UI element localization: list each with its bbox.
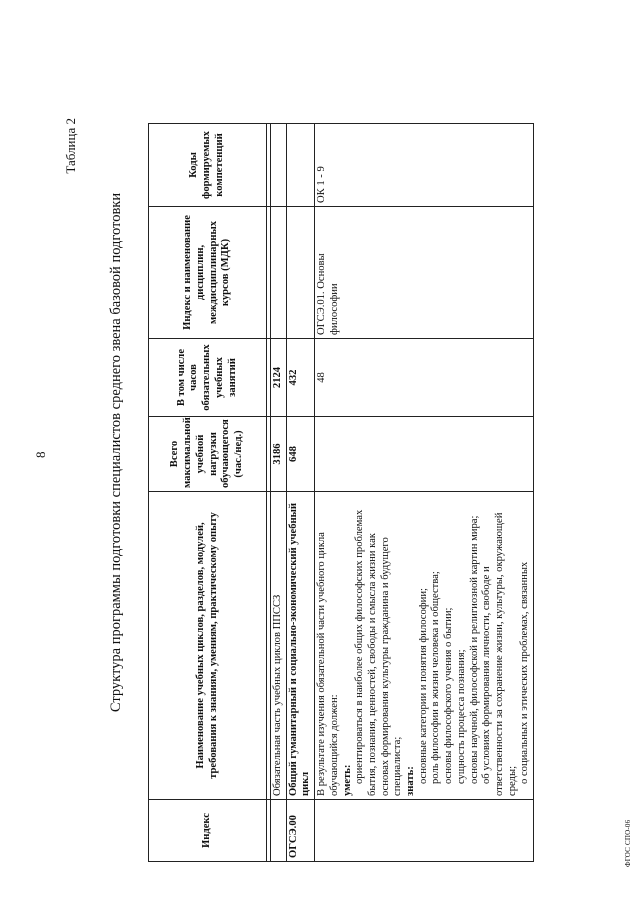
detail-znat-item: роль философии в жизни человека и общества; bbox=[430, 571, 442, 784]
row-ogse-name: Общий гуманитарный и социально-экономический учебный цикл bbox=[286, 492, 314, 800]
header-total: Всего максимальной учебной нагрузки обучающегося (час./нед.) bbox=[149, 417, 267, 492]
row-mandatory-name: Обязательная часть учебных циклов ППССЗ bbox=[271, 492, 287, 800]
row-mandatory-hours: 2124 bbox=[271, 339, 287, 417]
row-detail-codes: ОК 1 - 9 bbox=[315, 124, 534, 207]
page-number: 8 bbox=[33, 451, 48, 458]
header-codes: Коды формируемых компетенций bbox=[149, 124, 267, 207]
page-title: Структура программы подготовки специалистов среднего звена базовой подготовки bbox=[108, 192, 124, 713]
detail-umet-item: ориентироваться в наиболее общих философских проблемах бытия, познания, ценностей, свободы и смысла жизни как основах формирования культуры гражданина и будущего специалиста; bbox=[354, 509, 404, 796]
detail-znat-item: о социальных и этических проблемах, связанных bbox=[519, 561, 531, 784]
header-including: В том числе часов обязательных учебных занятий bbox=[149, 339, 267, 417]
detail-znat-item: основные категории и понятия философии; bbox=[417, 588, 429, 784]
detail-umet-label: уметь: bbox=[341, 764, 353, 796]
header-discipline: Индекс и наименование дисциплин, междисциплинарных курсов (МДК) bbox=[149, 207, 267, 339]
detail-znat-item: об условиях формирования личности, свободе и ответственности за сохранение жизни, культуры, окружающей среды; bbox=[481, 512, 518, 796]
detail-znat-label: знать: bbox=[405, 766, 417, 796]
row-mandatory-total: 3186 bbox=[271, 417, 287, 492]
footer-label: ФГОС СПО-06 bbox=[624, 819, 632, 867]
table-row bbox=[286, 124, 314, 862]
row-ogse-index: ОГСЭ.00 bbox=[286, 800, 314, 862]
row-detail-text bbox=[315, 492, 534, 800]
header-row bbox=[149, 124, 267, 862]
table-row bbox=[315, 124, 534, 862]
row-ogse-hours: 432 bbox=[286, 339, 314, 417]
header-index: Индекс bbox=[149, 800, 267, 862]
row-detail-hours: 48 bbox=[315, 339, 534, 417]
detail-znat-item: сущность процесса познания; bbox=[455, 649, 467, 784]
table-label: Таблица 2 bbox=[63, 118, 78, 174]
row-detail-discipline: ОГСЭ.01. Основы философии bbox=[315, 207, 534, 339]
detail-intro: В результате изучения обязательной части учебного цикла обучающийся должен: bbox=[316, 532, 340, 796]
program-structure-table bbox=[148, 123, 534, 862]
table-row bbox=[271, 124, 287, 862]
row-ogse-total: 648 bbox=[286, 417, 314, 492]
detail-znat-item: основы научной, философской и религиозной картин мира; bbox=[468, 515, 480, 784]
header-name: Наименование учебных циклов, разделов, модулей, требования к знаниям, умениям, практическому опыту bbox=[149, 492, 267, 800]
detail-znat-item: основы философского учения о бытии; bbox=[443, 607, 455, 784]
